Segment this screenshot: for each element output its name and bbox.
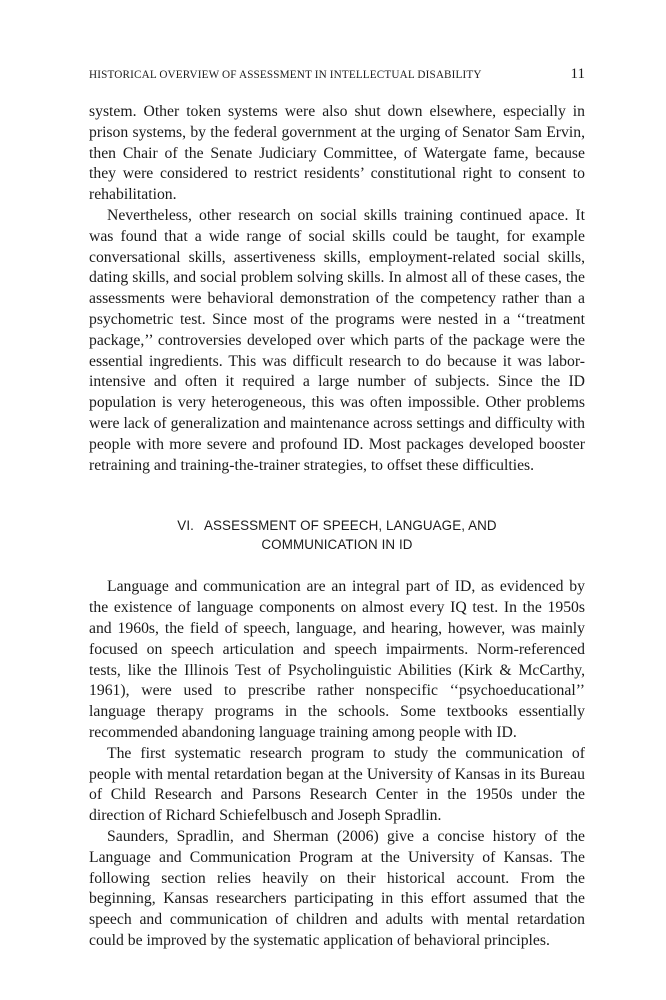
section-title-line-1: ASSESSMENT OF SPEECH, LANGUAGE, AND — [203, 518, 497, 534]
paragraph-continued: system. Other token systems were also shut down elsewhere, especially in prison systems, by the federal government at the urging of Senator Sam Ervin, then Chair of the Senate Judiciary Committee, of Watergate fame, because they were considered to restrict residents’ constitutional right to consent to rehabilitation. — [89, 103, 585, 204]
book-page — [89, 66, 585, 952]
paragraph-social-skills: Nevertheless, other research on social skills training continued apace. It was found that a wide range of social skills could be taught, for example conversational skills, assertiveness skills, employment-related social skills, dating skills, and social problem solving skills. In almost all of these cases, the assessments were behavioral demonstration of the competency rather than a psychometric test. Since most of the programs were nested in a ‘‘treatment package,’’ controversies developed over which parts of the package were the essential ingredients. This was difficult research to do because it was labor-intensive and often it required a large number of subjects. Since the ID population is very heterogeneous, this was often impossible. Other problems were lack of generalization and maintenance across settings and difficulty with people with more severe and profound ID. Most packages developed booster retraining and training-the-trainer strategies, to offset these difficulties. — [89, 206, 585, 474]
section-heading-line-1 — [89, 516, 585, 535]
section-number: VI. — [177, 518, 194, 534]
running-head-title: HISTORICAL OVERVIEW OF ASSESSMENT IN INTELLECTUAL DISABILITY — [89, 69, 482, 81]
paragraph-kansas-research: The first systematic research program to study the communication of people with mental retardation began at the University of Kansas in its Bureau of Child Research and Parsons Research Center in the 1950s under the direction of Richard Schiefelbusch and Joseph Spradlin. — [89, 744, 585, 825]
section-title-line-2: COMMUNICATION IN ID — [261, 537, 413, 553]
section-heading — [89, 516, 585, 554]
running-head — [89, 66, 585, 88]
paragraph-language-communication: Language and communication are an integral part of ID, as evidenced by the existence of language components on almost every IQ test. In the 1950s and 1960s, the field of speech, language, and hearing, however, was mainly focused on speech articulation and speech impairments. Norm-referenced tests, like the Illinois Test of Psycholinguistic Abilities (Kirk & McCarthy, 1961), were used to prescribe rather nonspecific ‘‘psychoeducational’’ language therapy programs in the schools. Some textbooks essentially recommended abandoning language training among people with ID. — [89, 578, 585, 741]
paragraph-kansas-history: Saunders, Spradlin, and Sherman (2006) give a concise history of the Language and Communication Program at the University of Kansas. The following section relies heavily on their historical account. From the beginning, Kansas researchers participating in this effort assumed that the speech and communication of children and adults with mental retardation could be improved by the systematic application of behavioral principles. — [89, 827, 585, 949]
page-number: 11 — [570, 66, 585, 82]
